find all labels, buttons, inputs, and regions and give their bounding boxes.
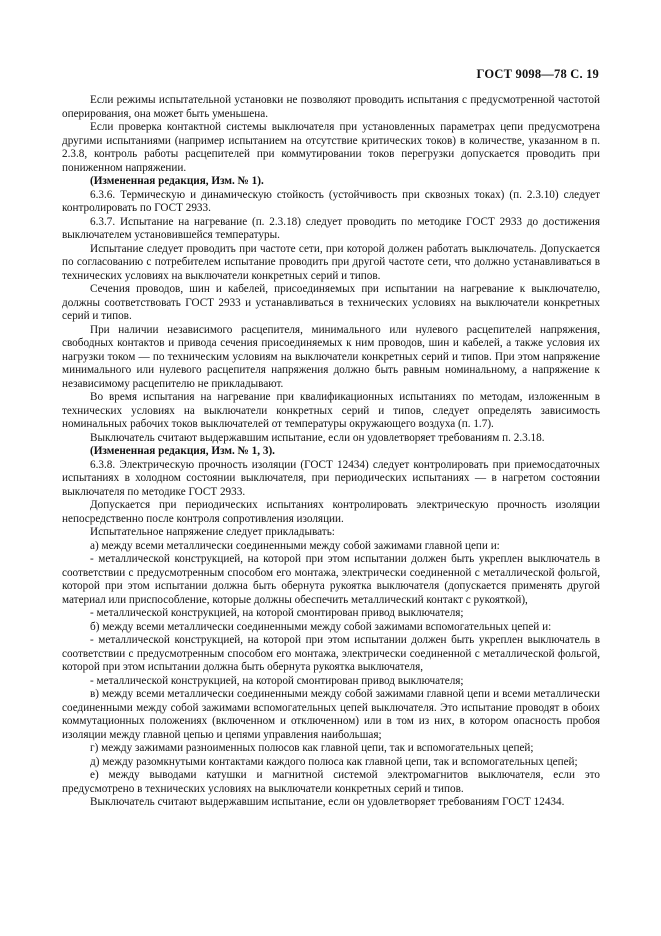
- list-item: - металлической конструкцией, на которой смонтирован привод выключателя;: [90, 674, 464, 687]
- list-item: - металлической конструкцией, на которой при этом испытании должен быть укреплен выключатель в соответствии с предусмотренным способом его монтажа, электрически соединенной с металлической фольгой, которой при этом испытании должна быть обернута рукоятка выключателя,: [62, 634, 600, 673]
- revision-note: (Измененная редакция, Изм. № 1).: [90, 175, 264, 187]
- paragraph: Если режимы испытательной установки не позволяют проводить испытания с предусмотренной частотой оперирования, она может быть уменьшена.: [62, 94, 600, 120]
- paragraph: Во время испытания на нагревание при квалификационных испытаниях по методам, изложенным в технических условиях на выключатели конкретных серий и типов, следует определять зависимость номинальных рабочих токов выключателей от температуры окружающего воздуха (п. 1.7).: [62, 391, 600, 430]
- paragraph: Испытательное напряжение следует прикладывать:: [90, 526, 335, 538]
- revision-note: (Измененная редакция, Изм. № 1, 3).: [90, 445, 275, 457]
- list-item: - металлической конструкцией, на которой при этом испытании должен быть укреплен выключатель в соответствии с предусмотренным способом его монтажа, электрически соединенной с металлической фольгой, которой при этом испытании должна быть обернута рукоятка выключателя (допускается применять другой материал или приспособление, которые должны обеспечить металлический контакт с рукояткой),: [62, 553, 600, 606]
- page-body: [62, 94, 600, 810]
- list-item: а) между всеми металлически соединенными между собой зажимами главной цепи и:: [90, 539, 500, 552]
- paragraph: При наличии независимого расцепителя, минимального или нулевого расцепителей напряжения, свободных контактов и привода сечения присоединяемых к ним проводов, шин и кабелей, а также условия их нагрузки током — по техническим условиям на выключатели конкретных серий и типов. При этом напряжение минимального или нулевого расцепителя напряжения должно быть равным номинальному, а напряжение к независимому расцепителю не прикладывают.: [62, 323, 600, 390]
- list-item: в) между всеми металлически соединенными между собой зажимами главной цепи и всеми металлически соединенными между собой зажимами вспомогательных цепей выключателя. Это испытание проводят в обоих коммутационных положениях (включенном и отключенном) или в том из них, в котором опасность пробоя изоляции между главной цепью и цепями управления наибольшая;: [62, 688, 600, 741]
- page-header: ГОСТ 9098—78 С. 19: [476, 67, 599, 81]
- paragraph: Выключатель считают выдержавшим испытание, если он удовлетворяет требованиям ГОСТ 12434.: [90, 796, 565, 808]
- list-item: б) между всеми металлически соединенными между собой зажимами вспомогательных цепей и:: [90, 620, 552, 633]
- paragraph: Выключатель считают выдержавшим испытание, если он удовлетворяет требованиям п. 2.3.18.: [90, 431, 545, 444]
- list-item: е) между выводами катушки и магнитной системой электромагнитов выключателя, если это предусмотрено в технических условиях на выключатели конкретных серий и типов.: [62, 769, 600, 795]
- paragraph: 6.3.6. Термическую и динамическую стойкость (устойчивость при сквозных токах) (п. 2.3.10) следует контролировать по ГОСТ 2933.: [62, 188, 600, 214]
- list-item: - металлической конструкцией, на которой смонтирован привод выключателя;: [90, 607, 464, 619]
- paragraph: Допускается при периодических испытаниях контролировать электрическую прочность изоляции непосредственно после контроля сопротивления изоляции.: [62, 499, 600, 525]
- paragraph: Сечения проводов, шин и кабелей, присоединяемых при испытании на нагревание к выключателю, должны соответствовать ГОСТ 2933 и устанавливаться в технических условиях на выключатели конкретных серий и типов.: [62, 283, 600, 322]
- paragraph: Если проверка контактной системы выключателя при установленных параметрах цепи предусмотрена другими испытаниями (например испытанием на отсутствие критических токов) в количестве, указанном в п. 2.3.8, контроль работы расцепителей при коммутировании токов перегрузки допускается проводить при пониженном напряжении.: [62, 121, 600, 174]
- list-item: г) между зажимами разноименных полюсов как главной цепи, так и вспомогательных цепей;: [90, 742, 534, 754]
- paragraph: Испытание следует проводить при частоте сети, при которой должен работать выключатель. Допускается по согласованию с потребителем испытание проводить при другой частоте сети, что должно устанавливаться в технических условиях на выключатели конкретных серий и типов.: [62, 242, 600, 282]
- list-item: д) между разомкнутыми контактами каждого полюса как главной цепи, так и вспомогательных цепей;: [90, 755, 578, 768]
- paragraph: 6.3.8. Электрическую прочность изоляции (ГОСТ 12434) следует контролировать при приемосдаточных испытаниях в холодном состоянии выключателя, при периодических испытаниях — в нагретом состоянии выключателя по методике ГОСТ 2933.: [62, 458, 600, 498]
- paragraph: 6.3.7. Испытание на нагревание (п. 2.3.18) следует проводить по методике ГОСТ 2933 до достижения выключателем установившейся температуры.: [62, 215, 600, 241]
